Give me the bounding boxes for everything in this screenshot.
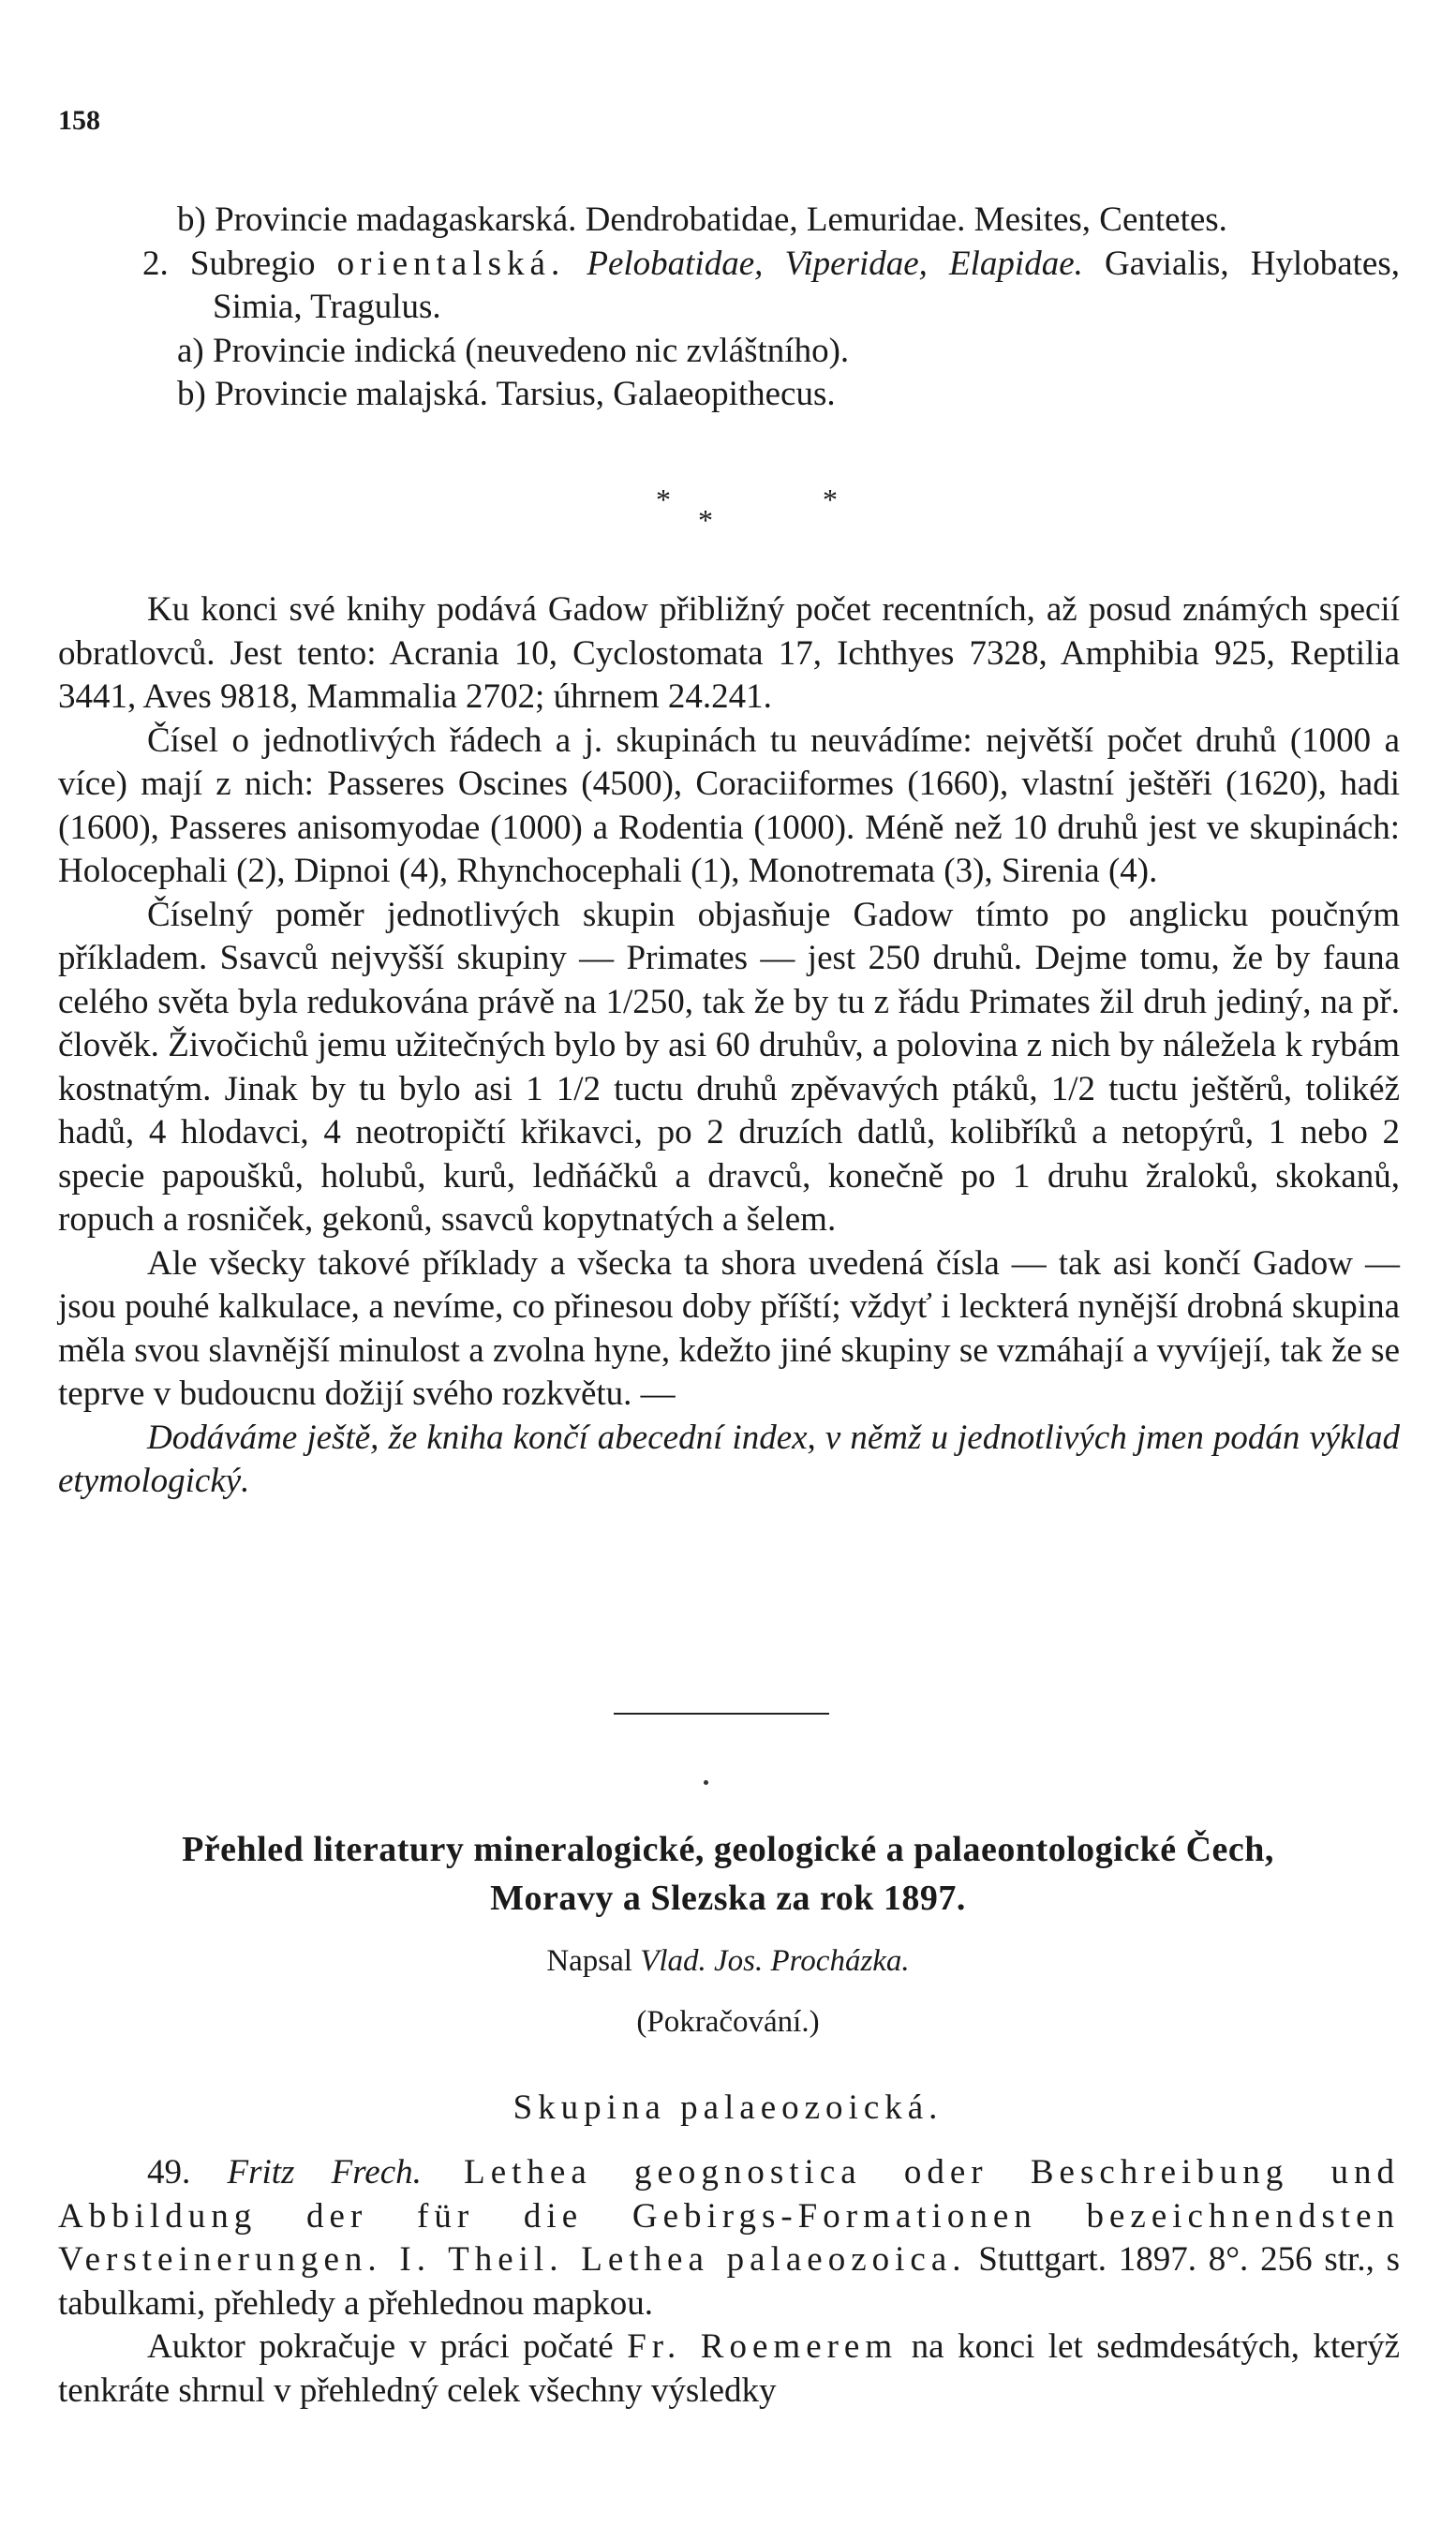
author-name: Vlad. Jos. Procházka. [640,1944,910,1978]
entry-text: Auktor pokračuje v práci počaté [147,2327,628,2366]
paragraph: Ku konci své knihy podává Gadow přibližný počet recentních, až posud známých specií obratlovců. Jest tento: Acrania 10, Cyclostomata 17, Ichthyes 7328, Amphibia 925, Reptilia 3441, Aves 9818, Mammalia 2702; úhrnem 24.241. [58,590,1400,716]
province-india: a) Provincie indická (neuvedeno nic zvláštního). [177,331,850,370]
paragraph: Ale všecky takové příklady a všecka ta shora uvedená čísla — tak asi končí Gadow — jsou pouhé kalkulace, a nevíme, co přinesou doby příští; vždyť i leckterá nynější drobná skupina měla svou slavnější minulost a zvolna hyne, kdežto jiné skupiny se vzmáhají a vyvíjejí, tak že se teprve v budoucnu dožijí svého rozkvětu. — [58,1243,1400,1413]
divider-rule [614,1713,829,1715]
author-line [0,1944,1456,1979]
subregion-label: 2. Subregio [142,244,337,283]
paragraph: Číselný poměr jednotlivých skupin objasňuje Gadow tímto po anglicku poučným příkladem. Ssavců nejvyšší skupiny — Primates — jest 250 druhů. Dejme tomu, že by fauna celého světa byla redukována právě na 1/250, tak že by tu z řádu Primates žil druh jediný, na př. člověk. Živočichů jemu užitečných bylo by asi 60 druhův, a polovina z nich by náležela k rybám kostnatým. Jinak by tu bylo asi 1 1/2 tuctu druhů zpěvavých ptáků, 1/2 tuctu ještěrů, tolikéž hadů, 4 hlodavci, 4 neotropičtí křikavci, po 2 druzích datlů, kolibříků a netopýrů, 1 nebo 2 specie papoušků, holubů, kurů, ledňáčků a dravců, konečně po 1 druhu žraloků, skokanů, ropuch a rosniček, gekonů, ssavců kopytnatých a šelem. [58,895,1400,1239]
paragraph: Čísel o jednotlivých řádech a j. skupinách tu neuvádíme: největší počet druhů (1000 a více) mají z nich: Passeres Oscines (4500), Coraciiformes (1660), vlastní ještěři (1620), hadi (1600), Passeres anisomyodae (1000) a Rodentia (1000). Méně než 10 druhů jest ve skupinách: Holocephali (2), Dipnoi (4), Rhynchocephali (1), Monotremata (3), Sirenia (4). [58,721,1400,890]
entry-text: na konci let sedmdesátých, kterýž tenkráte shrnul v přehledný celek všechny výsledky [58,2327,1400,2410]
province-madagascar: b) Provincie madagaskarská. Dendrobatidae, Lemuridae. Mesites, Centetes. [177,201,1227,239]
entry-paragraph [58,2326,1400,2413]
title-line: Přehled literatury mineralogické, geologické a palaeontologické Čech, [182,1830,1274,1869]
subregion-name: orientalská. [336,244,566,283]
author-label: Napsal [546,1944,641,1978]
province-malaya: b) Provincie malajská. Tarsius, Galaeopithecus. [177,375,836,413]
paragraph: Dodáváme ještě, že kniha končí abecední index, v němž u jednotlivých jmen podán výklad etymologický. [58,1418,1400,1500]
star: * [656,483,671,516]
title-line: Moravy a Slezska za rok 1897. [490,1879,966,1918]
entry-imprint: Stuttgart. 1897. 8°. 256 str., s tabulkami, přehledy a přehlednou mapkou. [58,2240,1400,2323]
section-divider-stars [656,483,838,548]
entry-person: Fr. Roemerem [627,2327,899,2366]
continued-note: (Pokračování.) [636,2005,820,2039]
divider-dot [704,1780,708,1785]
entry-title: Lethea geognostica oder Beschreibung und Abbildung der für die Gebirgs-Formationen bezeichnendsten Versteinerungen. I. Theil. Lethea palaeozoica. [58,2153,1400,2279]
body-text [58,588,1400,1504]
bibliography-entry [58,2151,1400,2413]
star: * [698,503,713,537]
entry-author: Fritz Frech. [227,2153,422,2192]
entry-citation [58,2151,1400,2326]
subregion-oriental [58,243,1400,330]
entry-number: 49. [147,2153,228,2192]
article-title [0,1825,1456,1923]
page-number: 158 [58,105,100,136]
subregion-genera: Gavialis, Hylobates, Simia, Tragulus. [213,244,1400,326]
subregion-families: Pelobatidae, Viperidae, Elapidae. [565,244,1083,283]
subregion-list [58,199,1400,417]
section-heading: Skupina palaeozoická. [513,2088,943,2127]
star: * [823,483,838,516]
